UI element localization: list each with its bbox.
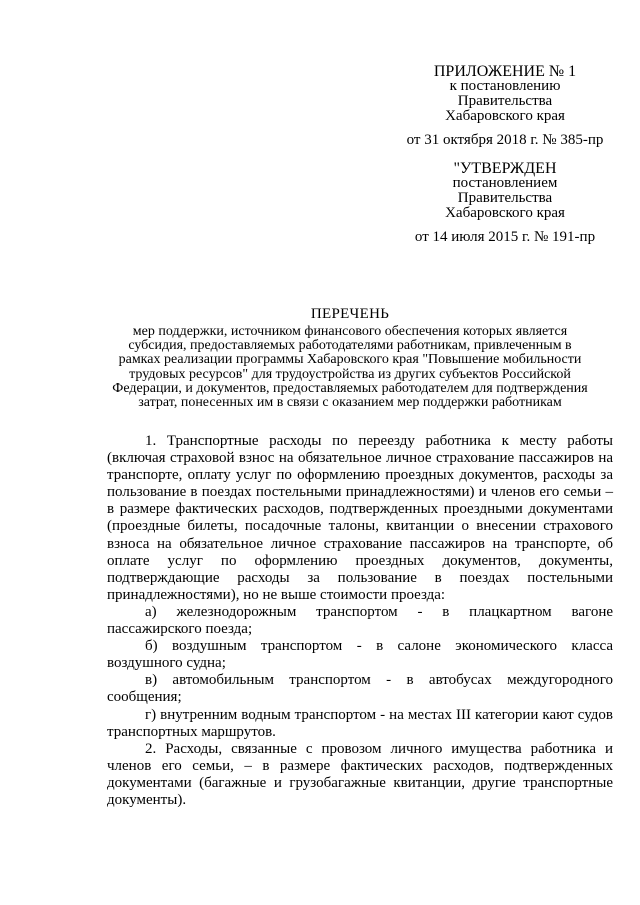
appendix-line-2: Правительства bbox=[457, 93, 553, 109]
appendix-block bbox=[405, 64, 605, 148]
paragraph-1c: в) автомобильным транспортом - в автобусах междугородного сообщения; bbox=[107, 672, 613, 706]
appendix-title: ПРИЛОЖЕНИЕ № 1 bbox=[433, 63, 577, 80]
paragraph-1d: г) внутренним водным транспортом - на местах III категории кают судов транспортных маршрутов. bbox=[107, 706, 613, 740]
document-title: ПЕРЕЧЕНЬ bbox=[310, 306, 390, 322]
paragraph-1b: б) воздушным транспортом - в салоне экономического класса воздушного судна; bbox=[107, 638, 613, 672]
document-subtitle: мер поддержки, источником финансового обеспечения которых является субсидия, предоставляемых работодателями работникам, привлеченным в рамках реализации программы Хабаровского края "Повышение мобильности трудовых ресурсов" для трудоустройства из других субъектов Российской Федерации, и документов, предоставляемых работодателем для подтверждения затрат, понесенных им в связи с оказанием мер поддержки работникам bbox=[112, 324, 588, 411]
appendix-date: от 31 октября 2018 г. № 385-пр bbox=[406, 132, 604, 148]
approved-date: от 14 июля 2015 г. № 191-пр bbox=[414, 229, 596, 245]
paragraph-1a: а) железнодорожным транспортом - в плацкартном вагоне пассажирского поезда; bbox=[107, 603, 613, 638]
paragraph-2: 2. Расходы, связанные с провозом личного имущества работника и членов его семьи, – в размере фактических расходов, подтвержденных документами (багажные и грузобагажные квитанции, другие транспортные документы). bbox=[107, 740, 613, 808]
document-body bbox=[107, 433, 613, 809]
appendix-line-1: к постановлению bbox=[449, 78, 561, 94]
approved-block bbox=[405, 161, 605, 245]
approved-line-3: Хабаровского края bbox=[445, 205, 565, 221]
paragraph-1: 1. Транспортные расходы по переезду работника к месту работы (включая страховой взнос на обязательное личное страхование пассажиров на транспорте, оплату услуг по оформлению проездных документов, расходы за пользование в поездах постельными принадлежностями) и членов его семьи – в размере фактических расходов, подтвержденных проездными документами (проездные билеты, посадочные талоны, квитанции о внесении страхового взноса на обязательное личное страхование пассажиров на транспорте, об оплате услуг по оформлению проездных документов, документы, подтверждающие расходы за пользование в поездах постельными принадлежностями), но не выше стоимости проезда: bbox=[107, 433, 613, 603]
approved-title: "УТВЕРЖДЕН bbox=[453, 160, 557, 177]
appendix-line-3: Хабаровского края bbox=[445, 108, 565, 124]
approved-line-1: постановлением bbox=[452, 175, 558, 191]
approved-line-2: Правительства bbox=[457, 190, 553, 206]
